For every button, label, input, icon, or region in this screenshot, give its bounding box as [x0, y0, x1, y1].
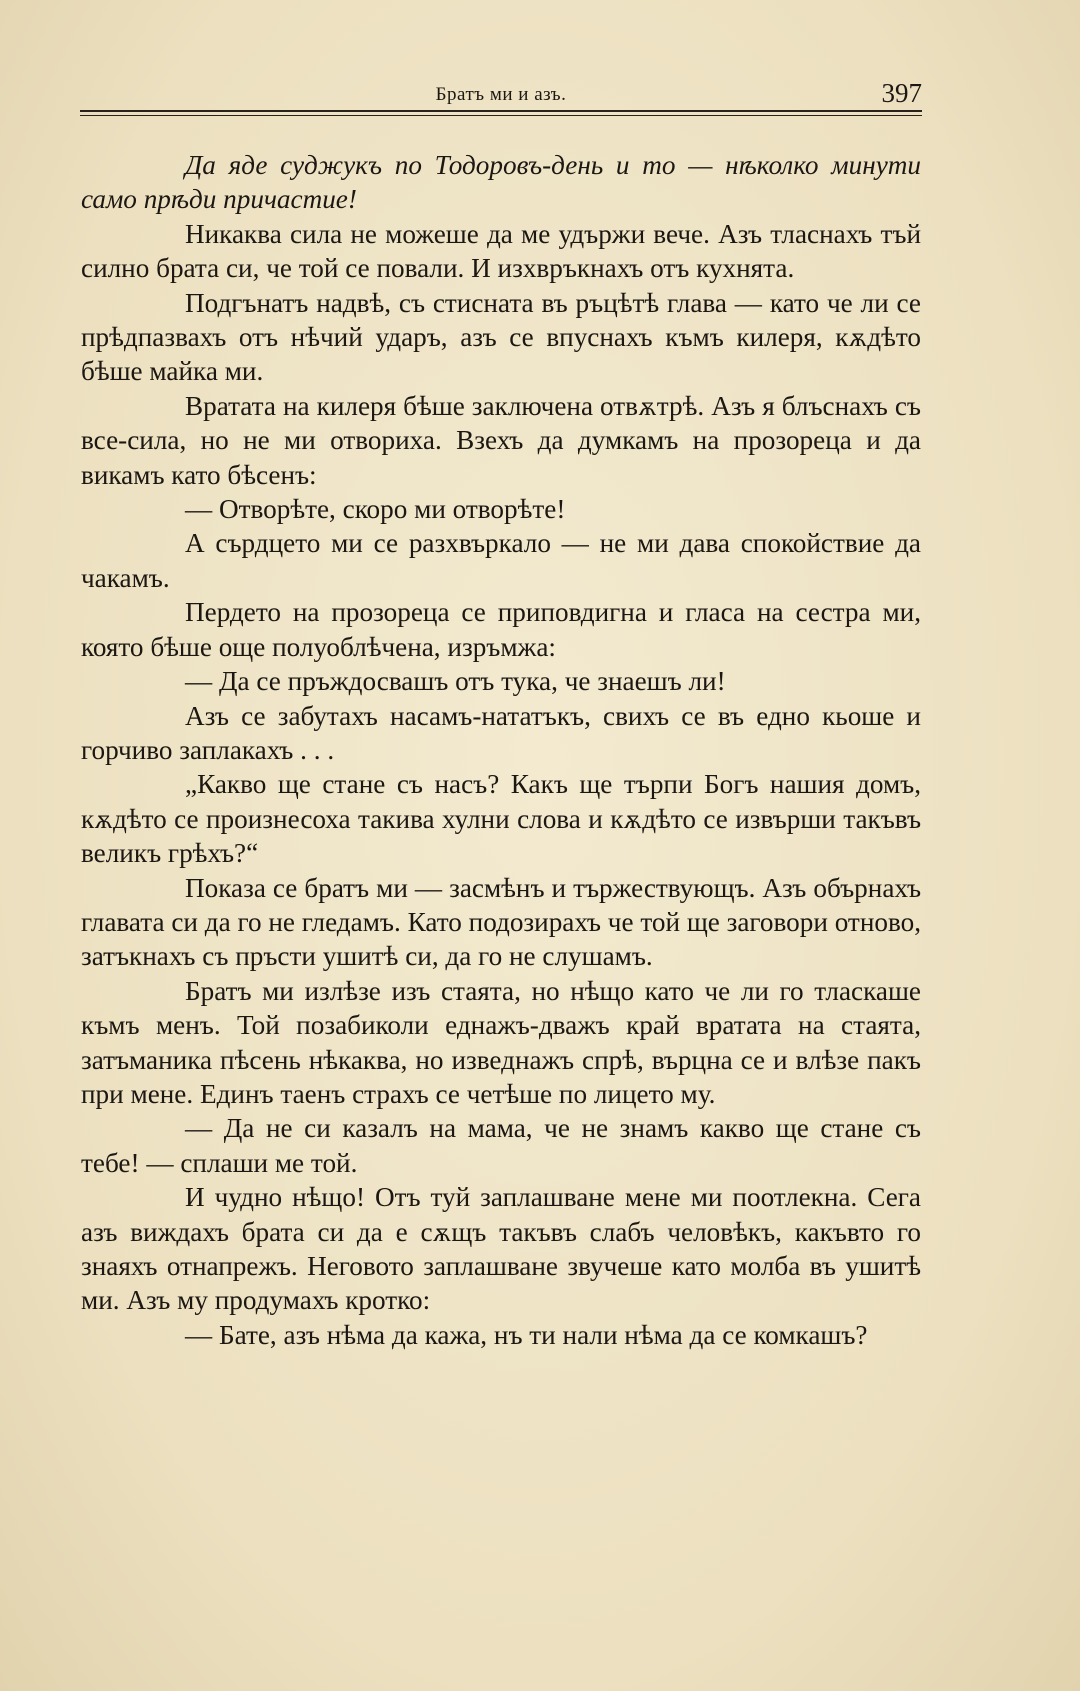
running-title: Братъ ми и азъ.: [435, 84, 567, 105]
body-text: [81, 148, 921, 1352]
paragraph: И чудно нѣщо! Отъ туй заплашване мене ми поотлекна. Сега азъ виждахъ брата си да е сѫщъ такъвъ слабъ человѣкъ, какъвто го знаяхъ отнапрежъ. Неговото заплашване звучеше като молба въ ушитѣ ми. Азъ му продумахъ кротко:: [81, 1182, 921, 1316]
paragraph: Азъ се забутахъ насамъ-нататъкъ, свихъ се въ едно кьоше и горчиво заплакахъ . . .: [81, 700, 921, 765]
dialogue-line: — Отворѣте, скоро ми отворѣте!: [185, 494, 566, 525]
dialogue-line: — Да не си казалъ на мама, че не знамъ какво ще стане съ тебе! — сплаши ме той.: [81, 1113, 921, 1178]
paragraph: Показа се братъ ми — засмѣнъ и тържествующъ. Азъ обърнахъ главата си да го не гледамъ. Като подозирахъ че той ще заговори отново, затъкнахъ съ пръсти ушитѣ си, да го не слушамъ.: [81, 872, 921, 972]
paragraph: Подгънатъ надвѣ, съ стисната въ ръцѣтѣ глава — като че ли се прѣдпазвахъ отъ нѣчий ударъ, азъ се впуснахъ къмъ килеря, кѫдѣто бѣше майка ми.: [81, 287, 921, 387]
dialogue-line: — Да се пръждосвашъ отъ тука, че знаешъ ли!: [185, 666, 726, 697]
quoted-thought: „Какво ще стане съ насъ? Какъ ще търпи Богъ нашия домъ, кѫдѣто се произнесоха такива хулни слова и кѫдѣто се извърши такъвъ великъ грѣхъ?“: [81, 769, 921, 869]
dialogue-line: — Бате, азъ нѣма да кажа, нъ ти нали нѣма да се комкашъ?: [185, 1319, 868, 1350]
header-rule: [80, 110, 922, 112]
page-number: 397: [881, 78, 922, 108]
paragraph: Никаква сила не можеше да ме удържи вече. Азъ тласнахъ тъй силно брата си, че той се повали. И изхвръкнахъ отъ кухнята.: [81, 218, 921, 284]
paragraph: Пердето на прозореца се приповдигна и гласа на сестра ми, която бѣше още полуоблѣчена, изръмжа:: [81, 597, 921, 662]
header-rule-thin: [80, 115, 922, 116]
paragraph: Вратата на килеря бѣше заключена отвѫтрѣ. Азъ я блъснахъ съ все-сила, но не ми отвориха. Взехъ да думкамъ на прозореца и да викамъ като бѣсенъ:: [81, 390, 921, 490]
page-header: [80, 78, 922, 112]
paragraph: Да яде суджукъ по Тодоровъ-день и то — нѣколко минути само прѣди причастие!: [81, 150, 921, 215]
paragraph: Братъ ми излѣзе изъ стаята, но нѣщо като че ли го тласкаше къмъ менъ. Той позабиколи еднажъ-дважъ край вратата на стаята, затъманика пѣсень нѣкаква, но изведнажъ спрѣ, върцна се и влѣзе пакъ при мене. Единъ таенъ страхъ се четѣше по лицето му.: [81, 975, 921, 1109]
paragraph: А сърдцето ми се разхвъркало — не ми дава спокойствие да чакамъ.: [81, 528, 921, 593]
